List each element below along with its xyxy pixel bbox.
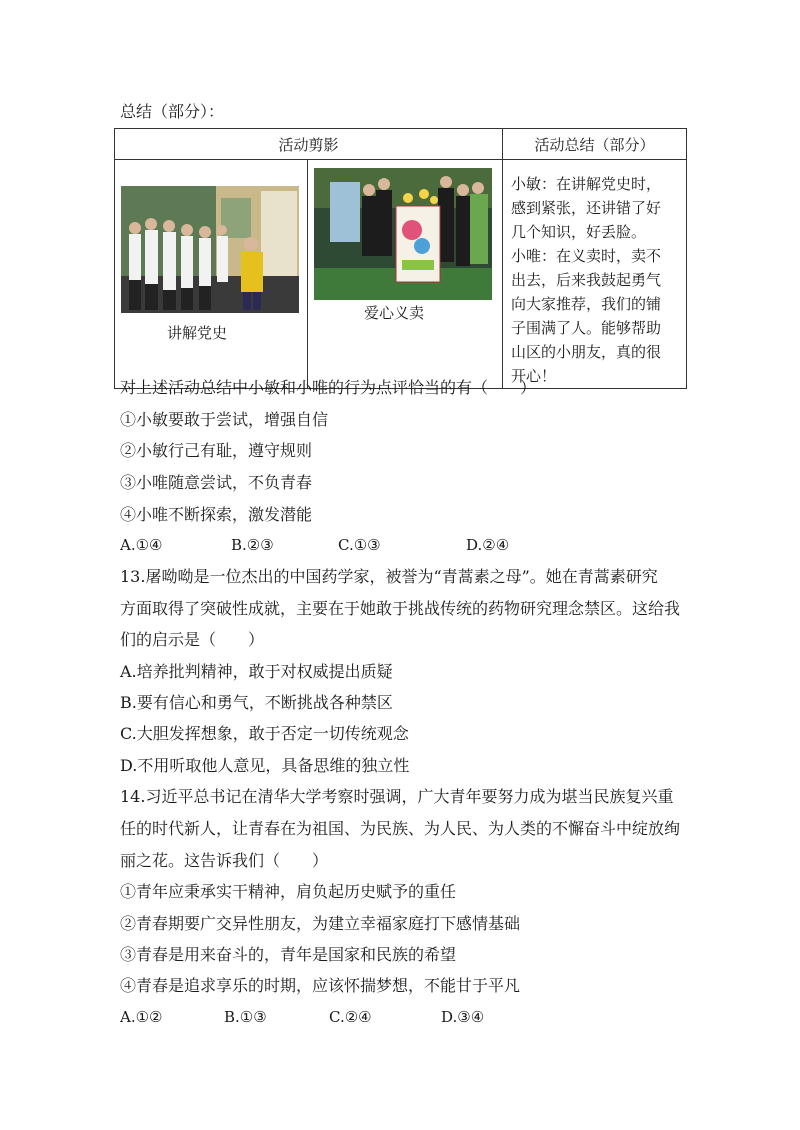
photo-charity-sale-image <box>314 168 492 300</box>
q12-stem: 对上述活动总结中小敏和小唯的行为点评恰当的有（ ） <box>120 378 537 397</box>
summary-line: 小唯：在义卖时，卖不 <box>511 247 662 265</box>
photo-cell-charity <box>308 160 503 389</box>
table-header-row <box>115 129 687 160</box>
photo-charity-sale <box>314 168 492 300</box>
q12-statement-2: ②小敏行己有耻，遵守规则 <box>120 441 313 460</box>
section-heading: 总结（部分）： <box>120 102 225 121</box>
q13-stem-line-1: 13.屠呦呦是一位杰出的中国药学家，被誉为“青蒿素之母”。她在青蒿素研究 <box>120 567 658 586</box>
photo-charity-caption: 爱心义卖 <box>364 304 425 322</box>
q14-option-b[interactable]: B.①③ <box>224 1008 267 1026</box>
q14-stem-line-2: 任的时代新人，让青春在为祖国、为民族、为人民、为人类的不懈奋斗中绽放绚 <box>120 819 681 838</box>
header-photos: 活动剪影 <box>115 129 503 160</box>
q12-option-a[interactable]: A.①④ <box>120 536 163 554</box>
q12-statement-4: ④小唯不断探索，激发潜能 <box>120 505 313 524</box>
photo-cell-history <box>115 160 308 389</box>
q14-statement-4: ④青春是追求享乐的时期，应该怀揣梦想，不能甘于平凡 <box>120 976 521 995</box>
q12-statement-1: ①小敏要敢于尝试，增强自信 <box>120 410 329 429</box>
q13-stem-line-3: 们的启示是（ ） <box>120 630 265 649</box>
photo-history-lecture-image <box>121 186 299 313</box>
q14-statement-1: ①青年应秉承实干精神，肩负起历史赋予的重任 <box>120 882 457 901</box>
q12-option-c[interactable]: C.①③ <box>338 536 381 554</box>
q12-statement-3: ③小唯随意尝试，不负青春 <box>120 473 313 492</box>
activity-table <box>114 128 687 389</box>
summary-line: 向大家推荐，我们的铺 <box>511 295 662 313</box>
q14-stem-line-1: 14.习近平总书记在清华大学考察时强调，广大青年要努力成为堪当民族复兴重 <box>120 787 674 806</box>
q13-option-a[interactable]: A.培养批判精神，敢于对权威提出质疑 <box>120 662 393 681</box>
q13-stem-line-2: 方面取得了突破性成就，主要在于她敢于挑战传统的药物研究理念禁区。这给我 <box>120 599 681 618</box>
summary-line: 开心！ <box>511 367 557 385</box>
summary-line: 感到紧张，还讲错了好 <box>511 199 662 217</box>
q12-option-d[interactable]: D.②④ <box>466 536 510 554</box>
q13-option-c[interactable]: C.大胆发挥想象，敢于否定一切传统观念 <box>120 724 409 743</box>
summary-cell <box>503 160 687 389</box>
q14-statement-3: ③青春是用来奋斗的，青年是国家和民族的希望 <box>120 945 457 964</box>
header-summary: 活动总结（部分） <box>503 129 687 160</box>
summary-line: 几个知识，好丢脸。 <box>511 223 647 241</box>
photo-history-lecture <box>121 186 299 313</box>
table-body-row <box>115 160 687 389</box>
q14-option-c[interactable]: C.②④ <box>329 1008 372 1026</box>
summary-line: 山区的小朋友，真的很 <box>511 343 662 361</box>
summary-line: 出去，后来我鼓起勇气 <box>511 271 662 289</box>
summary-line: 小敏：在讲解党史时， <box>511 175 662 193</box>
q14-stem-line-3: 丽之花。这告诉我们（ ） <box>120 851 329 870</box>
q13-option-b[interactable]: B.要有信心和勇气，不断挑战各种禁区 <box>120 693 393 712</box>
q12-option-b[interactable]: B.②③ <box>231 536 274 554</box>
q14-option-a[interactable]: A.①② <box>120 1008 163 1026</box>
q13-option-d[interactable]: D.不用听取他人意见，具备思维的独立性 <box>120 756 410 775</box>
photo-history-caption: 讲解党史 <box>167 324 228 342</box>
q14-statement-2: ②青春期要广交异性朋友，为建立幸福家庭打下感情基础 <box>120 914 521 933</box>
q14-option-d[interactable]: D.③④ <box>441 1008 485 1026</box>
summary-line: 子围满了人。能够帮助 <box>511 319 662 337</box>
